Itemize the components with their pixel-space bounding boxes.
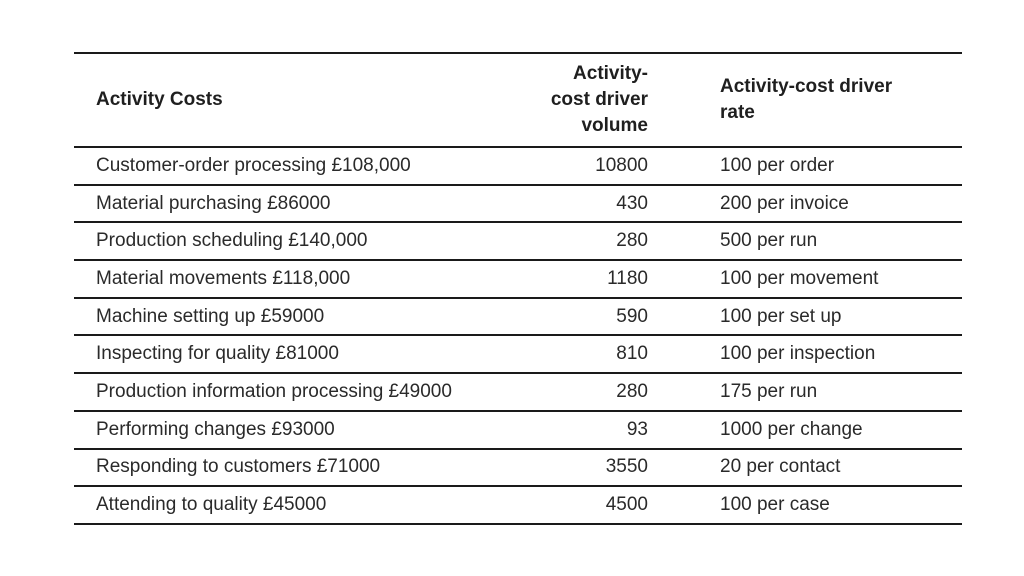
table-row (74, 260, 962, 298)
header-driver-volume (550, 53, 648, 147)
table-row (74, 147, 962, 185)
volume-cell: 3550 (605, 456, 648, 478)
header-driver-volume-line-3: volume (581, 115, 648, 136)
header-driver-volume-line-2: cost driver (550, 89, 648, 110)
activity-cost-table-container (74, 52, 962, 525)
volume-cell: 280 (616, 230, 648, 252)
activity-cell: Material purchasing £86000 (96, 192, 331, 214)
activity-cell: Production information processing £49000 (96, 380, 452, 402)
table-row (74, 298, 962, 336)
table-row (74, 449, 962, 487)
activity-cell: Customer-order processing £108,000 (96, 154, 411, 176)
activity-cell: Attending to quality £45000 (96, 494, 327, 516)
rate-cell: 100 per case (720, 494, 830, 516)
activity-cell: Responding to customers £71000 (96, 456, 381, 478)
rate-cell: 1000 per change (720, 418, 863, 440)
header-driver-volume-line-1: Activity- (573, 63, 648, 84)
volume-cell: 10800 (595, 154, 648, 176)
header-driver-rate-line-2: rate (720, 102, 755, 123)
rate-cell: 500 per run (720, 230, 818, 252)
table-header (74, 53, 962, 147)
activity-cell: Performing changes £93000 (96, 418, 335, 440)
activity-cell: Inspecting for quality £81000 (96, 343, 339, 365)
activity-cell: Material movements £118,000 (96, 267, 351, 289)
rate-cell: 20 per contact (720, 456, 841, 478)
table-row (74, 185, 962, 223)
volume-cell: 1180 (607, 267, 648, 289)
rate-cell: 100 per set up (720, 305, 842, 327)
header-activity-costs: Activity Costs (96, 89, 223, 110)
table-row (74, 335, 962, 373)
rate-cell: 175 per run (720, 380, 818, 402)
rate-cell: 200 per invoice (720, 192, 849, 214)
rate-cell: 100 per movement (720, 267, 879, 289)
rate-cell: 100 per order (720, 154, 835, 176)
rate-cell: 100 per inspection (720, 343, 876, 365)
volume-cell: 93 (626, 418, 648, 440)
header-driver-rate (648, 53, 962, 147)
volume-cell: 280 (616, 380, 648, 402)
table-body (74, 147, 962, 524)
volume-cell: 590 (616, 305, 648, 327)
table-row (74, 222, 962, 260)
volume-cell: 4500 (605, 494, 648, 516)
volume-cell: 810 (616, 343, 648, 365)
table-row (74, 486, 962, 524)
activity-cell: Production scheduling £140,000 (96, 230, 368, 252)
activity-cell: Machine setting up £59000 (96, 305, 325, 327)
table-row (74, 373, 962, 411)
header-row (74, 53, 962, 147)
volume-cell: 430 (616, 192, 648, 214)
header-driver-rate-line-1: Activity-cost driver (720, 76, 893, 97)
table-row (74, 411, 962, 449)
activity-cost-table (74, 52, 962, 525)
